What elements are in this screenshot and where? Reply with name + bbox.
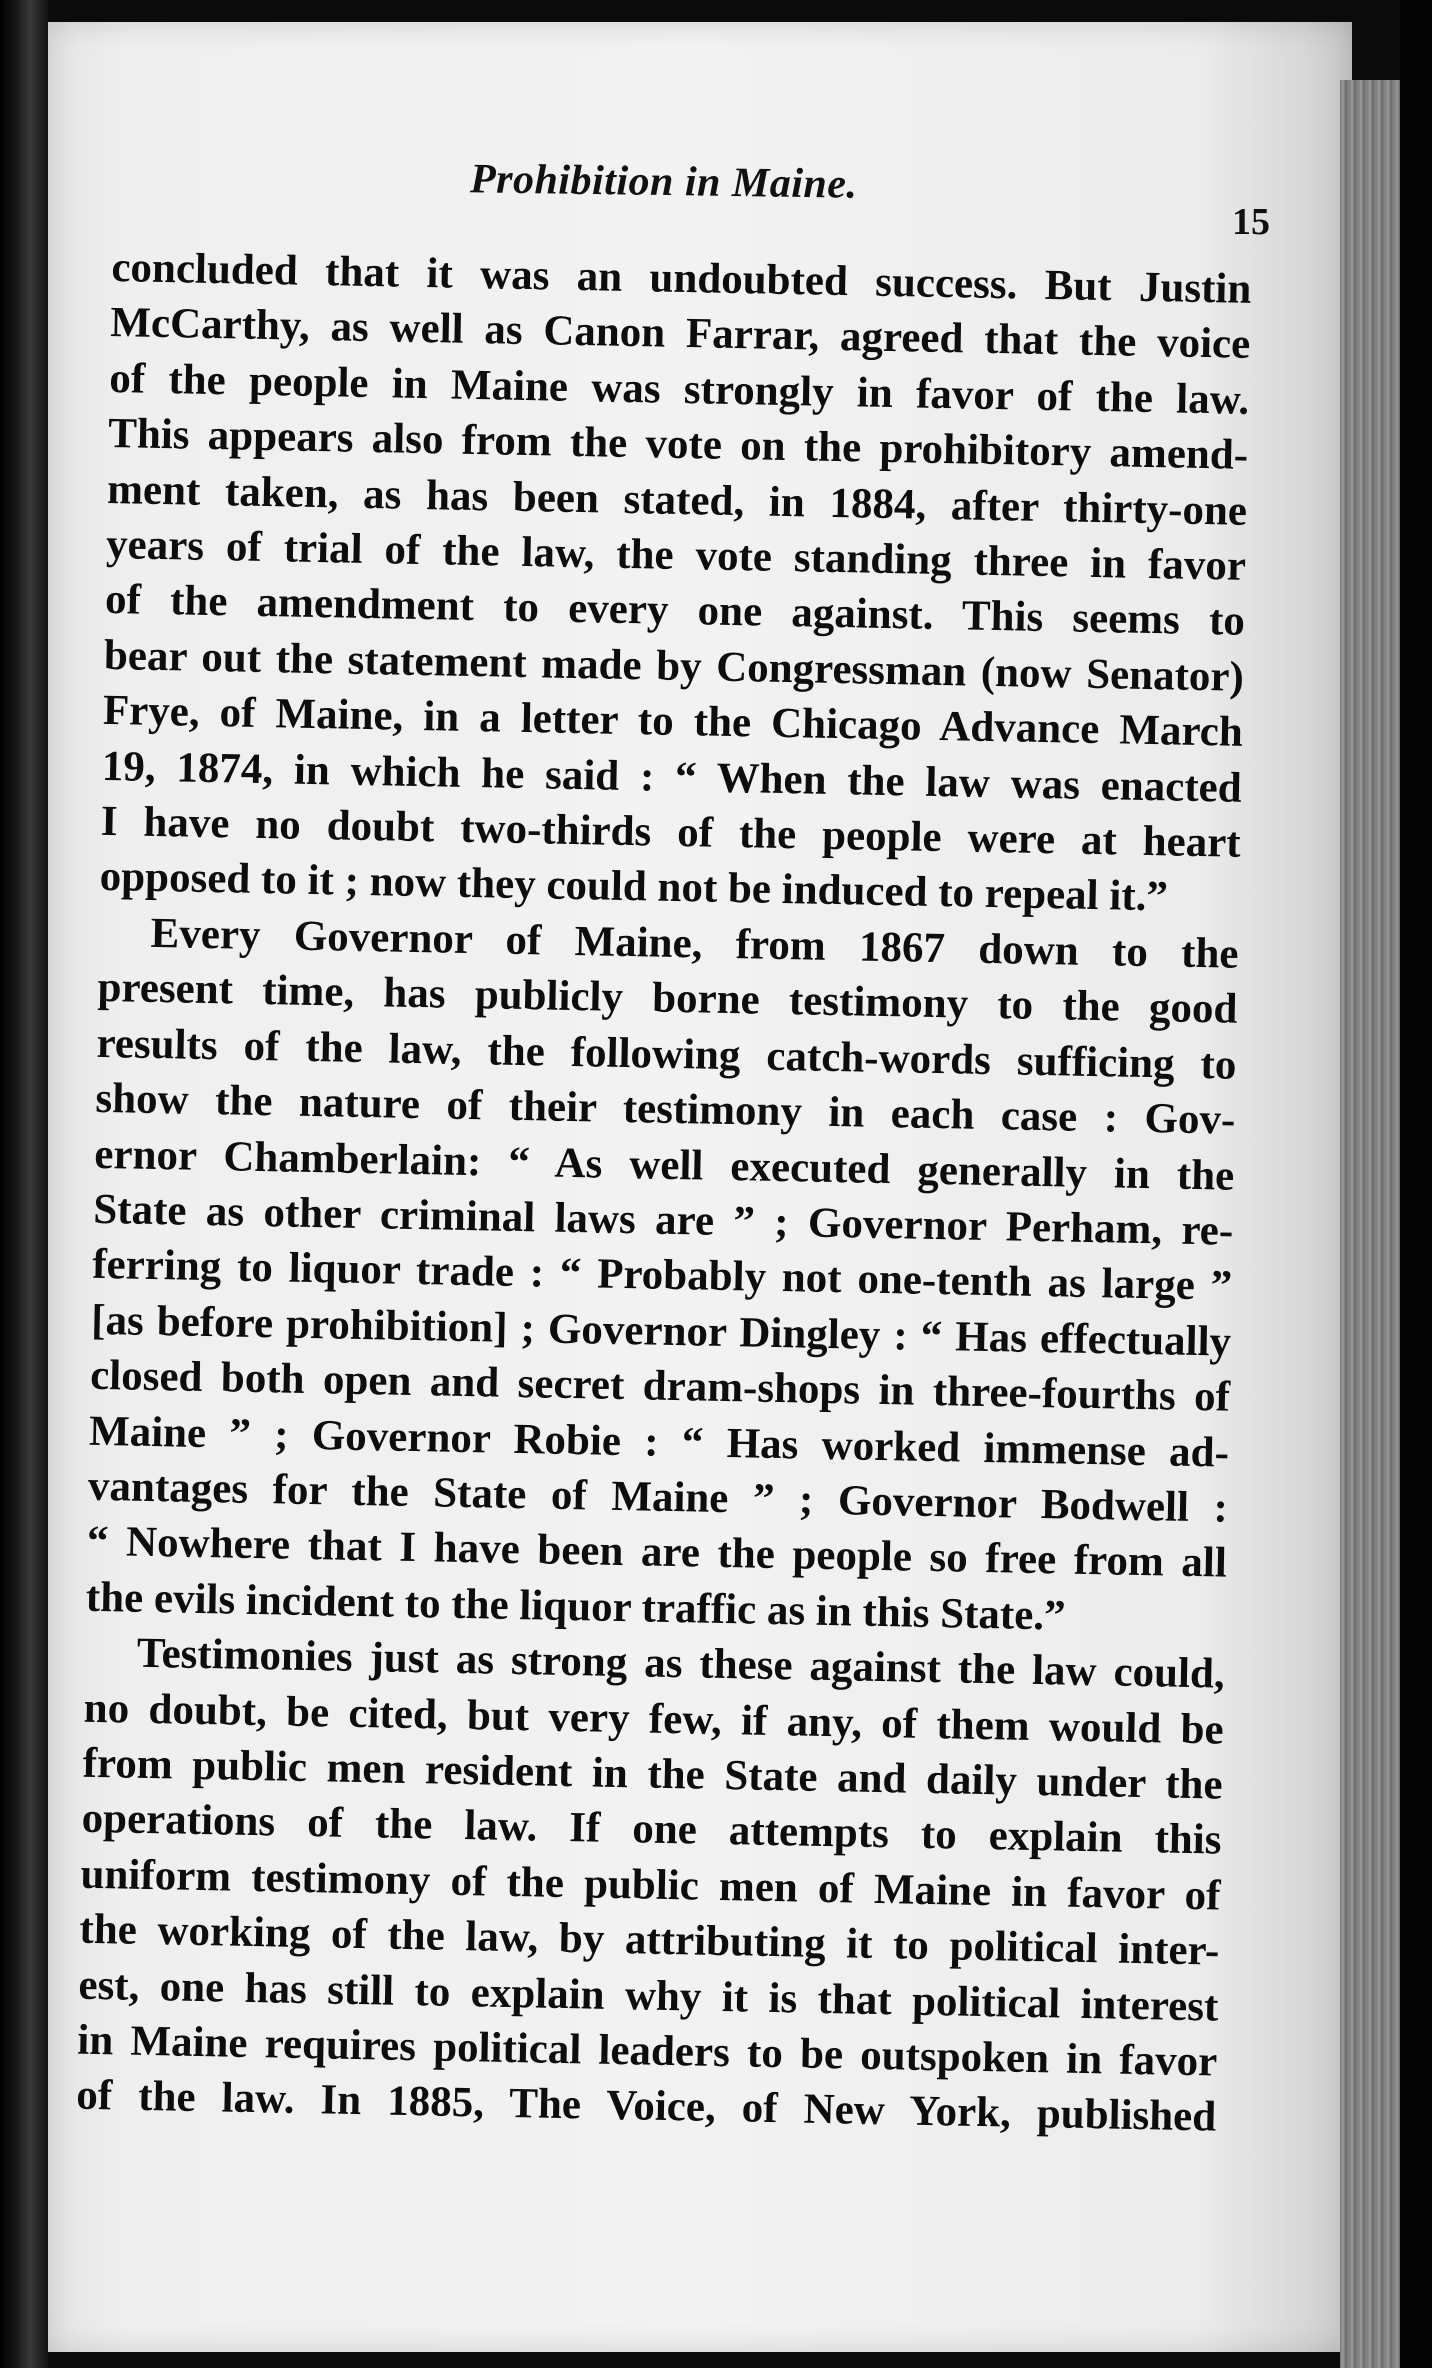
text-line: I have no doubt two-thirds of the people were at heart	[100, 797, 1242, 867]
text-line: Maine ” ; Governor Robie : “ Has worked immense ad-	[88, 1407, 1230, 1477]
text-line: est, one has still to explain why it is that political interest	[78, 1961, 1219, 2031]
text-line: This appears also from the vote on the prohibitory amend-	[107, 410, 1249, 480]
text-line: opposed to it ; now they could not be induced to repeal it.”	[99, 853, 1169, 921]
running-title: Prohibition in Maine.	[469, 156, 858, 208]
text-line: years of trial of the law, the vote standing three in favor	[105, 520, 1247, 590]
text-line: results of the law, the following catch-words sufficing to	[96, 1019, 1237, 1089]
text-line: “ Nowhere that I have been are the people so free from all	[86, 1518, 1228, 1587]
text-line: show the nature of their testimony in each case : Gov-	[95, 1074, 1236, 1144]
text-line: of the people in Maine was strongly in favor of the law.	[108, 354, 1250, 424]
text-line: operations of the law. If one attempts to explain this	[81, 1795, 1222, 1864]
text-line: concluded that it was an undoubted success. But Justin	[111, 243, 1252, 313]
paragraph-2	[85, 905, 1239, 1647]
text-line: ment taken, as has been stated, in 1884, after thirty-one	[106, 465, 1248, 535]
text-line: Every Governor of Maine, from 1867 down to the	[150, 909, 1239, 978]
text-line: in Maine requires political leaders to be outspoken in favor	[76, 2016, 1218, 2086]
scan-left-border	[0, 0, 48, 2368]
text-line: [as before prohibition] ; Governor Dingley : “ Has effectually	[90, 1296, 1232, 1366]
text-line: Frye, of Maine, in a letter to the Chicago Advance March	[102, 687, 1244, 757]
text-line: the evils incident to the liquor traffic as in this State.”	[85, 1573, 1067, 1640]
text-line: of the law. In 1885, The Voice, of New York, published	[75, 2072, 1217, 2141]
text-line: closed both open and secret dram-shops in three-fourths of	[89, 1351, 1231, 1421]
text-line: of the amendment to every one against. This seems to	[104, 576, 1246, 646]
paragraph-1	[99, 240, 1252, 927]
text-line: present time, has publicly borne testimony to the good	[97, 964, 1238, 1034]
text-line: ernor Chamberlain: “ As well executed generally in the	[94, 1130, 1235, 1200]
text-line: vantages for the State of Maine ” ; Governor Bodwell :	[87, 1462, 1229, 1532]
text-line: Testimonies just as strong as these against the law could,	[136, 1629, 1226, 1698]
page-number: 15	[1232, 201, 1270, 243]
body-text	[76, 240, 1252, 2145]
text-line: uniform testimony of the public men of Maine in favor of	[80, 1850, 1221, 1920]
text-line: bear out the statement made by Congressman (now Senator)	[103, 631, 1245, 701]
text-line: the working of the law, by attributing it to political inter-	[79, 1905, 1220, 1975]
text-line: no doubt, be cited, but very few, if any, of them would be	[83, 1684, 1225, 1754]
text-line: 19, 1874, in which he said : “ When the law was enacted	[101, 742, 1243, 812]
paragraph-3	[76, 1625, 1225, 2145]
text-line: from public men resident in the State and daily under the	[82, 1739, 1223, 1809]
scan-right-border	[1400, 0, 1432, 2368]
text-line: ferring to liquor trade : “ Probably not one-tenth as large ”	[91, 1241, 1233, 1311]
text-line: McCarthy, as well as Canon Farrar, agreed that the voice	[109, 299, 1251, 369]
text-line: State as other criminal laws are ” ; Governor Perham, re-	[92, 1185, 1234, 1255]
